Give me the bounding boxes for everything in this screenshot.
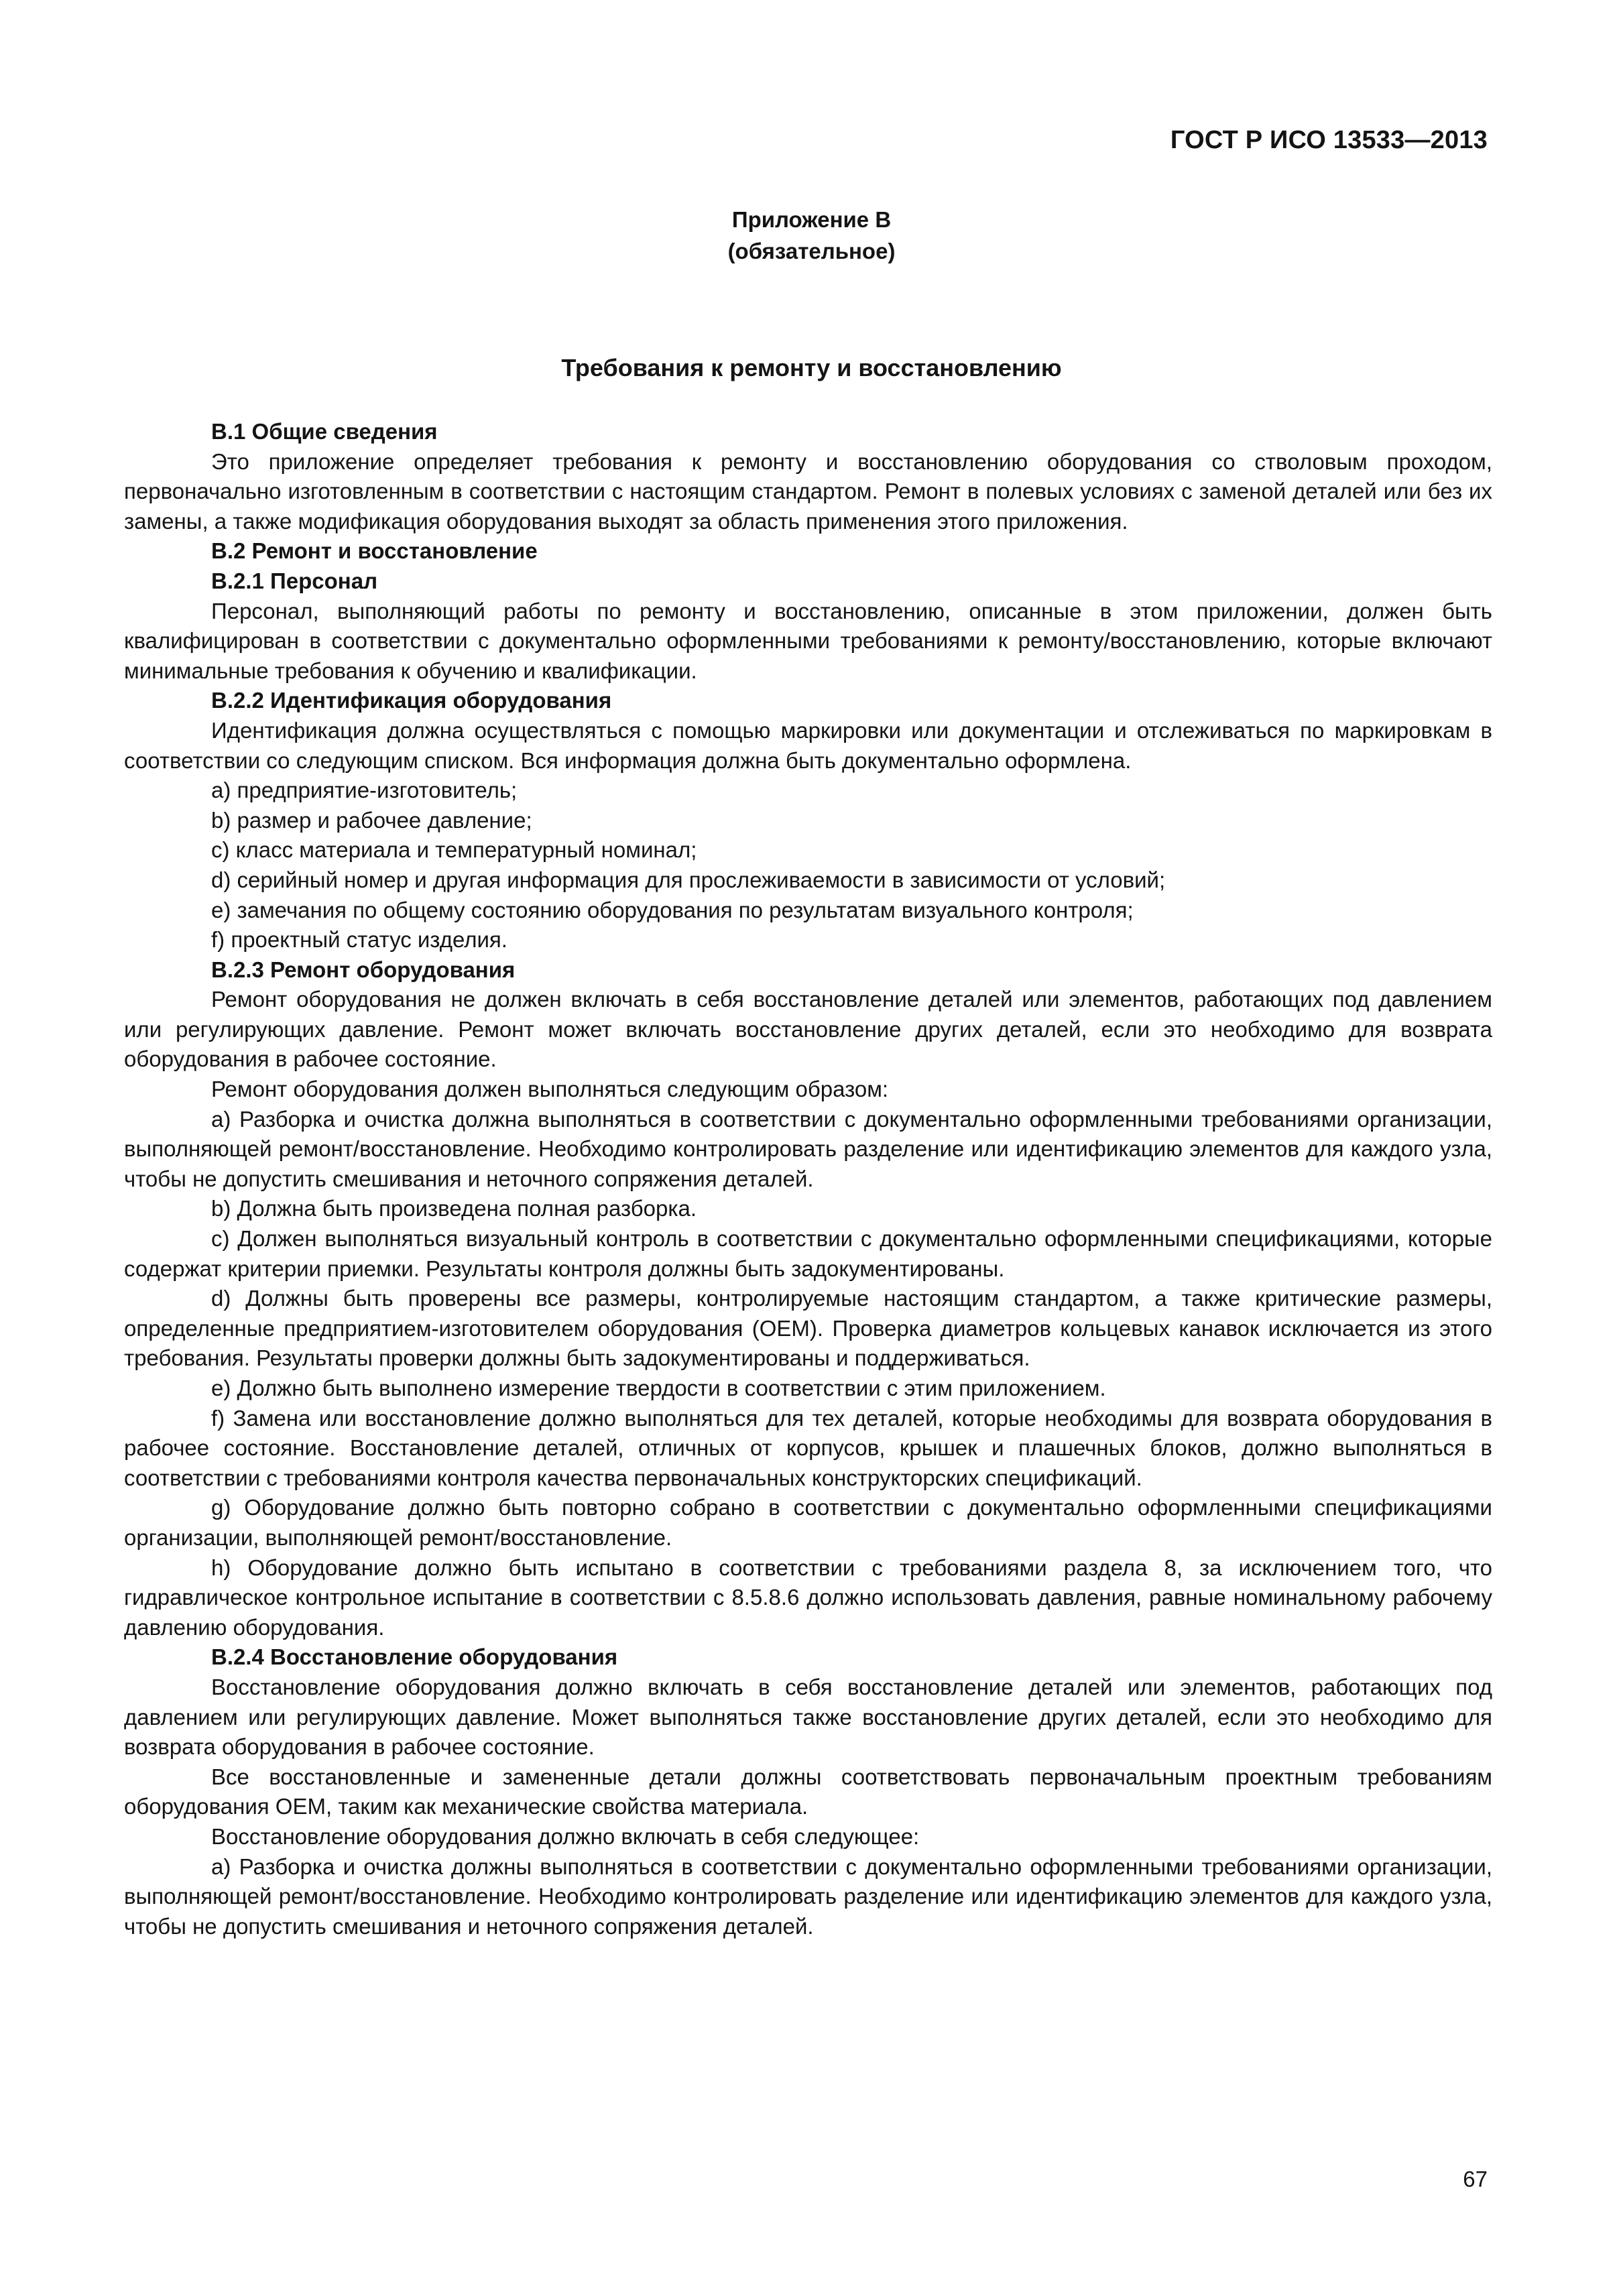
section-heading: В.1 Общие сведения	[211, 419, 438, 444]
document-body	[124, 417, 1492, 1941]
paragraph: b) размер и рабочее давление;	[211, 807, 532, 833]
paragraph: Восстановление оборудования должно включать в себя восстановление деталей или элементов, работающих под давлением или регулирующих давление. Может выполняться также восстановление других деталей, если это необходимо для возврата оборудования в рабочее состояние.	[124, 1674, 1492, 1760]
page-number: 67	[1463, 2167, 1488, 2191]
paragraph: d) серийный номер и другая информация для прослеживаемости в зависимости от условий;	[211, 867, 1166, 892]
section-heading: В.2 Ремонт и восстановление	[211, 538, 538, 564]
paragraph: Все восстановленные и замененные детали должны соответствовать первоначальным проектным требованиям оборудования OEM, таким как механические свойства материала.	[124, 1764, 1492, 1819]
paragraph: e) Должно быть выполнено измерение твердости в соответствии с этим приложением.	[211, 1376, 1106, 1400]
paragraph: g) Оборудование должно быть повторно собрано в соответствии с документально оформленными спецификациями организации, выполняющей ремонт/восстановление.	[124, 1495, 1492, 1550]
paragraph: h) Оборудование должно быть испытано в соответствии с требованиями раздела 8, за исключением того, что гидравлическое контрольное испытание в соответствии с 8.5.8.6 должно использовать давления, равные номинальному рабочему давлению оборудования.	[124, 1555, 1492, 1640]
paragraph: b) Должна быть произведена полная разборка.	[211, 1196, 697, 1221]
paragraph: a) Разборка и очистка должны выполняться в соответствии с документально оформленными требованиями организации, выполняющей ремонт/восстановление. Необходимо контролировать разделение или идентификацию элементов для каждого узла, чтобы не допустить смешивания и неточного сопряжения деталей.	[124, 1854, 1492, 1939]
paragraph: f) проектный статус изделия.	[211, 927, 507, 953]
paragraph: a) Разборка и очистка должна выполняться в соответствии с документально оформленными требованиями организации, выполняющей ремонт/восстановление. Необходимо контролировать разделение или идентификацию элементов для каждого узла, чтобы не допустить смешивания и неточного сопряжения деталей.	[124, 1106, 1492, 1191]
appendix-heading	[0, 204, 1623, 267]
paragraph: Восстановление оборудования должно включать в себя следующее:	[211, 1823, 920, 1849]
document-code: ГОСТ Р ИСО 13533—2013	[1170, 126, 1488, 154]
paragraph: Персонал, выполняющий работы по ремонту и восстановлению, описанные в этом приложении, должен быть квалифицирован в соответствии с документально оформленными требованиями к ремонту/восстановлению, которые включают минимальные требования к обучению и квалификации.	[124, 598, 1492, 683]
section-heading: В.2.1 Персонал	[211, 568, 378, 593]
section-heading: В.2.3 Ремонт оборудования	[211, 957, 516, 982]
paragraph: c) Должен выполняться визуальный контроль в соответствии с документально оформленными спецификациями, которые содержат критерии приемки. Результаты контроля должны быть задокументированы.	[124, 1226, 1492, 1281]
paragraph: e) замечания по общему состоянию оборудования по результатам визуального контроля;	[211, 897, 1134, 922]
paragraph: c) класс материала и температурный номинал;	[211, 837, 697, 863]
paragraph: Ремонт оборудования должен выполняться следующим образом:	[211, 1077, 889, 1102]
paragraph: Идентификация должна осуществляться с помощью маркировки или документации и отслеживаться по маркировкам в соответствии со следующим списком. Вся информация должна быть документально оформлена.	[124, 717, 1492, 773]
section-heading: В.2.2 Идентификация оборудования	[211, 688, 612, 713]
appendix-status: (обязательное)	[727, 239, 896, 263]
paragraph: Это приложение определяет требования к ремонту и восстановлению оборудования со стволовым проходом, первоначально изготовленным в соответствии с настоящим стандартом. Ремонт в полевых условиях с заменой деталей или без их замены, а также модификация оборудования выходят за область применения этого приложения.	[124, 448, 1492, 534]
paragraph: a) предприятие-изготовитель;	[211, 778, 518, 803]
paragraph: d) Должны быть проверены все размеры, контролируемые настоящим стандартом, а также критические размеры, определенные предприятием-изготовителем оборудования (OEM). Проверка диаметров кольцевых канавок исключается из этого требования. Результаты проверки должны быть задокументированы и поддерживаться.	[124, 1286, 1492, 1371]
appendix-label: Приложение В	[731, 207, 892, 232]
section-heading: В.2.4 Восстановление оборудования	[211, 1644, 618, 1670]
page-title: Требования к ремонту и восстановлению	[561, 354, 1062, 381]
paragraph: f) Замена или восстановление должно выполняться для тех деталей, которые необходимы для возврата оборудования в рабочее состояние. Восстановление деталей, отличных от корпусов, крышек и плашечных блоков, должно выполняться в соответствии с требованиями контроля качества первоначальных конструкторских спецификаций.	[124, 1405, 1492, 1490]
paragraph: Ремонт оборудования не должен включать в себя восстановление деталей или элементов, работающих под давлением или регулирующих давление. Ремонт может включать восстановление других деталей, если это необходимо для возврата оборудования в рабочее состояние.	[124, 987, 1492, 1072]
